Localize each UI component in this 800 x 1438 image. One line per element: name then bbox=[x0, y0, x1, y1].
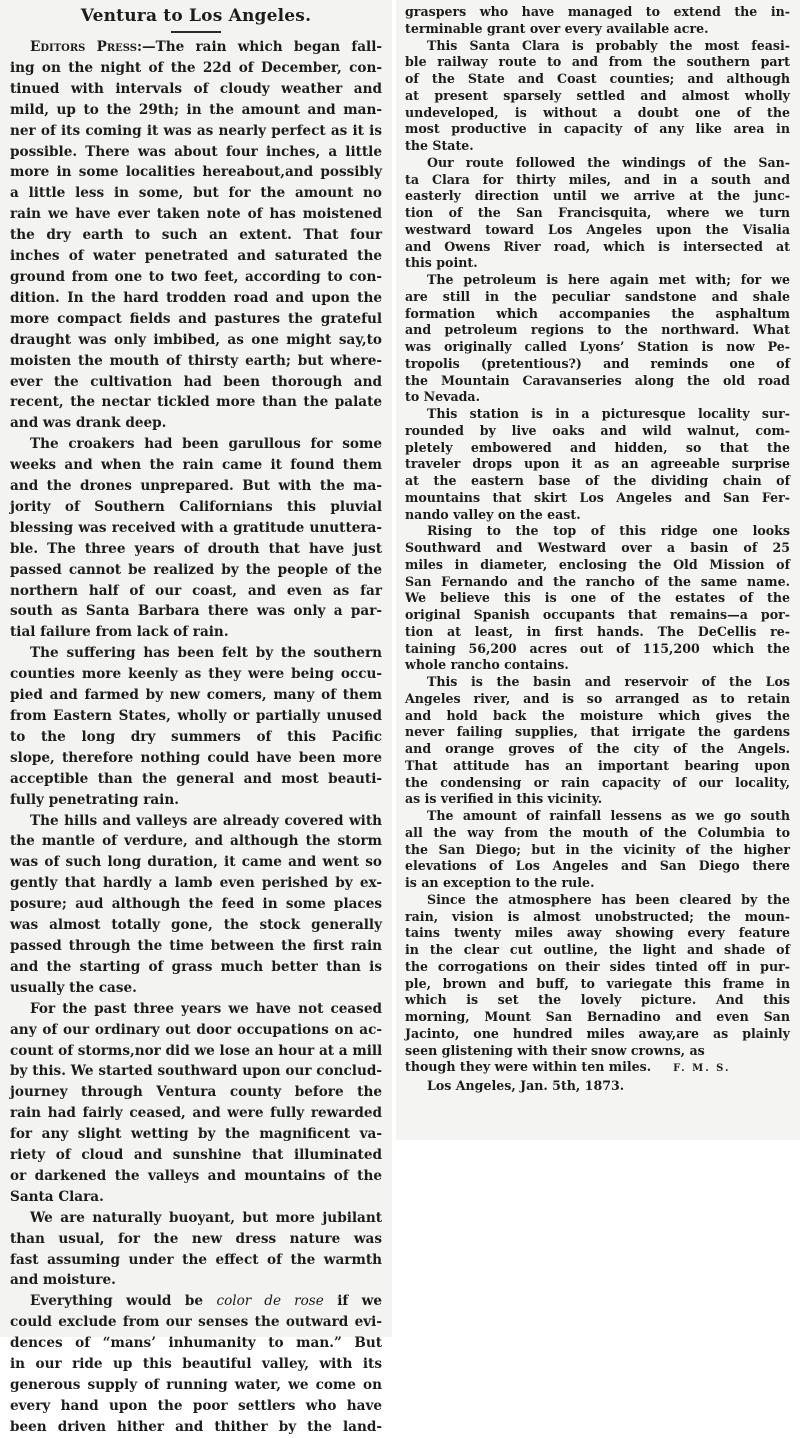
text-line: ground from one to two feet, according to con- bbox=[10, 268, 382, 285]
text-line: is an exception to the rule. bbox=[405, 875, 595, 890]
text-line: easterly direction until we arrive at the junc- bbox=[405, 188, 790, 204]
text-line: This Santa Clara is probably the most feasi- bbox=[427, 37, 790, 53]
dateline: Los Angeles, Jan. 5th, 1873. bbox=[427, 1078, 625, 1093]
text-line: pletely embowered and hidden, so that the bbox=[405, 439, 790, 455]
text-line: Jacinto, one hundred miles away,are as plainly bbox=[405, 1025, 790, 1041]
paragraph bbox=[405, 523, 790, 674]
text-line: in the clear cut outline, the light and shade of bbox=[405, 942, 790, 957]
text-line bbox=[10, 1291, 382, 1312]
text-line: We believe this is one of the estates of the bbox=[405, 590, 790, 606]
text-line: the Mountain Caravanseries along the old road bbox=[405, 372, 790, 388]
text-line: original Spanish occupants that remains—a por- bbox=[405, 607, 790, 622]
text-line: fast assuming under the effect of the warmth bbox=[10, 1251, 382, 1268]
text-segment: if we bbox=[323, 1293, 383, 1310]
paragraph bbox=[405, 38, 790, 155]
text-line: rain we have ever taken note of has moistened bbox=[10, 206, 382, 223]
right-column bbox=[396, 0, 800, 1140]
paragraph bbox=[10, 643, 382, 810]
text-line: For the past three years we have not ceased bbox=[30, 1000, 382, 1017]
text-line: passed cannot be realized by the people of the bbox=[10, 561, 382, 578]
text-line: tinued with intervals of cloudy weather and bbox=[10, 80, 382, 97]
text-line: gently that hardly a lamb even perished by ex- bbox=[10, 875, 382, 892]
text-line: The suffering has been felt by the southern bbox=[30, 645, 382, 662]
text-line: San Fernando and the rancho of the same name. bbox=[405, 573, 790, 589]
text-line bbox=[10, 37, 382, 58]
text-line: whole rancho contains. bbox=[405, 657, 569, 673]
text-line: That attitude has an important bearing upon bbox=[405, 757, 790, 773]
text-line: ner of its coming it was as nearly perfect as it is bbox=[10, 122, 382, 139]
text-line: tion of the San Francisquita, where we turn bbox=[405, 205, 790, 220]
text-line: as is verified in this vicinity. bbox=[405, 791, 603, 807]
text-line: Santa Clara. bbox=[10, 1188, 104, 1205]
text-line: was originally called Lyons’ Station is now Pe- bbox=[405, 339, 790, 354]
paragraph bbox=[405, 892, 790, 1060]
text-line: ing on the night of the 22d of December, con- bbox=[10, 59, 382, 76]
text-line: Rising to the top of this ridge one looks bbox=[427, 523, 790, 539]
text-line: Southward and Westward over a basin of 25 bbox=[405, 540, 790, 555]
text-line: taining 56,200 acres out of 115,200 which the bbox=[405, 640, 790, 656]
text-line: slope, therefore nothing could have been more bbox=[10, 749, 382, 766]
text-line: draught was only imbibed, as one might say,to bbox=[10, 331, 382, 348]
text-line: the dry earth to such an extent. That four bbox=[10, 227, 382, 244]
text-line: by this. We started southward upon our conclud- bbox=[10, 1063, 382, 1080]
text-line: generous supply of running water, we come on bbox=[10, 1377, 382, 1393]
text-line: any of our ordinary out door occupations on ac- bbox=[10, 1021, 382, 1038]
text-line: weeks and when the rain came it found them bbox=[10, 457, 382, 474]
paragraph bbox=[10, 999, 382, 1208]
text-line: inches of water penetrated and saturated the bbox=[10, 248, 382, 265]
text-line: south as Santa Barbara there was only a par- bbox=[10, 603, 382, 620]
paragraph bbox=[405, 674, 790, 808]
text-line: rain, vision is almost unobstructed; the moun- bbox=[405, 908, 790, 924]
text-line: the State. bbox=[405, 138, 474, 153]
paragraph bbox=[405, 272, 790, 406]
text-line: the corrogations on their sides tinted off in pur- bbox=[405, 958, 790, 974]
text-line: Since the atmosphere has been cleared by the bbox=[427, 891, 790, 907]
right-paragraphs bbox=[405, 4, 790, 1059]
text-line: blessing was received with a gratitude unuttera- bbox=[10, 519, 382, 536]
text-line: in our ride up this beautiful valley, with its bbox=[10, 1356, 382, 1373]
text-line: The hills and valleys are already covered with bbox=[30, 812, 382, 829]
text-line: and petroleum regions to the northward. What bbox=[405, 322, 790, 338]
text-line: seen glistening with their snow crowns, as bbox=[405, 1042, 705, 1058]
text-line: This is the basin and reservoir of the Los bbox=[427, 674, 790, 689]
text-line: for any slight wetting by the magnificent va- bbox=[10, 1126, 382, 1143]
text-line: possible. There was about four inches, a little bbox=[10, 143, 382, 160]
text-line: than usual, for the new dress nature was bbox=[10, 1230, 382, 1247]
text-line: and moisture. bbox=[10, 1272, 116, 1289]
left-paragraphs bbox=[10, 37, 382, 1291]
paragraph bbox=[10, 1208, 382, 1292]
text-line: posure; aud although the feed in some places bbox=[10, 896, 382, 913]
text-line: was almost totally gone, the stock generally bbox=[10, 917, 382, 934]
text-line: The croakers had been garullous for some bbox=[30, 436, 382, 453]
text-line: and the starting of grass much better than is bbox=[10, 958, 382, 975]
text-line: terminable grant over every available acre. bbox=[405, 20, 709, 36]
text-line: dences of “mans’ inhumanity to man.” But bbox=[10, 1335, 382, 1352]
text-line: miles in diameter, enclosing the Old Mission of bbox=[405, 556, 790, 572]
text-line: northern half of our coast, and even as far bbox=[10, 582, 382, 599]
text-line: mild, up to the 29th; in the amount and man- bbox=[10, 101, 382, 118]
text-line: elevations of Los Angeles and San Diego there bbox=[405, 858, 790, 874]
paragraph bbox=[405, 808, 790, 892]
paragraph bbox=[10, 811, 382, 999]
text-line: ta Clara for thirty miles, and in a south and bbox=[405, 171, 790, 187]
text-line: most productive in capacity of any like area in bbox=[405, 121, 790, 137]
text-line: traveler drops upon it as an agreeable surprise bbox=[405, 456, 790, 472]
text-line: pied and farmed by new comers, many of them bbox=[10, 687, 382, 704]
text-line: usually the case. bbox=[10, 979, 137, 996]
text-line: all the way from the mouth of the Columbia to bbox=[405, 824, 790, 840]
text-line: We are naturally buoyant, but more jubilant bbox=[30, 1209, 382, 1226]
text-line: a little less in some, but for the amount no bbox=[10, 185, 382, 202]
text-line: nando valley on the east. bbox=[405, 506, 581, 522]
text-line: passed through the time between the first rain bbox=[10, 937, 382, 954]
text-line: and Owens River road, which is intersected at bbox=[405, 238, 790, 254]
text-segment: Everything would be bbox=[30, 1293, 217, 1310]
text-line: could exclude from our senses the outward evi- bbox=[10, 1314, 382, 1331]
text-line: rain had fairly ceased, and were fully rewarded bbox=[10, 1105, 382, 1122]
rose-lines bbox=[10, 1312, 382, 1437]
text-line: ble. The three years of drouth that have just bbox=[10, 540, 382, 557]
text-line: the San Diego; but in the vicinity of the higher bbox=[405, 841, 790, 857]
text-line: undeveloped, is without a doubt one of the bbox=[405, 104, 790, 120]
text-line: the condensing or rain capacity of our locality, bbox=[405, 774, 790, 790]
closing-line bbox=[405, 1059, 790, 1078]
text-line: ever the cultivation had been thorough and bbox=[10, 373, 382, 390]
text-line: which is set the lovely picture. And this bbox=[405, 992, 790, 1008]
text-line: tial failure from lack of rain. bbox=[10, 624, 229, 641]
text-line: been driven hither and thither by the land- bbox=[10, 1418, 382, 1435]
text-line: at present sparsely settled and almost wholly bbox=[405, 87, 790, 103]
text-line: moisten the mouth of thirsty earth; but where- bbox=[10, 352, 382, 369]
text-line: this point. bbox=[405, 255, 478, 271]
text-line: never failing supplies, that irrigate the gardens bbox=[405, 724, 790, 740]
italic-phrase: color de rose bbox=[216, 1293, 324, 1310]
article-title: Ventura to Los Angeles. bbox=[80, 6, 312, 26]
text-line: at the eastern base of the dividing chain of bbox=[405, 473, 790, 488]
text-line: every hand upon the poor settlers who have bbox=[10, 1397, 382, 1414]
text-line: Angeles river, and is so arranged as to retain bbox=[405, 690, 790, 706]
text-line: are still in the peculiar sandstone and shale bbox=[405, 288, 790, 304]
text-line: tion at least, in first hands. The DeCellis re- bbox=[405, 623, 790, 639]
signature: F. M. S. bbox=[673, 1063, 731, 1075]
text-line: and the drones unprepared. But with the ma- bbox=[10, 478, 382, 495]
text-line: The amount of rainfall lessens as we go south bbox=[427, 808, 790, 823]
paragraph bbox=[405, 4, 790, 38]
text-line: The petroleum is here again met with; for we bbox=[427, 272, 790, 287]
paragraph bbox=[405, 155, 790, 272]
text-line: journey through Ventura county before the bbox=[10, 1084, 382, 1101]
text-line: ple, brown and buff, to variegate this frame in bbox=[405, 975, 790, 991]
text-line: westward toward Los Angeles upon the Visalia bbox=[405, 221, 790, 237]
text-line: rounded by live oaks and wild walnut, com- bbox=[405, 422, 790, 438]
text-line: dition. In the hard trodden road and upon the bbox=[10, 289, 382, 306]
text-line: to the long dry summers of this Pacific bbox=[10, 728, 382, 745]
paragraph-rose bbox=[10, 1291, 382, 1437]
text-line: fully penetrating rain. bbox=[10, 791, 179, 808]
text-line: and hold back the moisture which gives the bbox=[405, 707, 790, 723]
text-line: graspers who have managed to extend the in- bbox=[405, 4, 790, 19]
text-line: formation which accompanies the asphaltum bbox=[405, 305, 790, 321]
text-line: and was drank deep. bbox=[10, 415, 167, 432]
text-line: more compact fields and pastures the grateful bbox=[10, 310, 382, 327]
text-line: or darkened the valleys and mountains of the bbox=[10, 1167, 382, 1184]
text-line: tains twenty miles away showing every feature bbox=[405, 925, 790, 941]
text-line: from Eastern States, wholly or partially unused bbox=[10, 708, 382, 724]
left-column bbox=[0, 0, 392, 1435]
paragraph bbox=[10, 434, 382, 643]
title-rule bbox=[171, 31, 221, 33]
text-line: mountains that skirt Los Angeles and San Fer- bbox=[405, 489, 790, 505]
text-line: was of such long duration, it came and went so bbox=[10, 854, 382, 871]
text-line: to Nevada. bbox=[405, 389, 480, 405]
text-line: Our route followed the windings of the San- bbox=[427, 154, 790, 170]
text-line: recent, the nectar tickled more than the palate bbox=[10, 394, 382, 411]
text-line: This station is in a picturesque locality sur- bbox=[427, 406, 790, 421]
text-line: the mantle of verdure, and although the storm bbox=[10, 833, 382, 850]
text-line: morning, Mount San Bernadino and even San bbox=[405, 1009, 790, 1024]
text-line: ble railway route to and from the southern part bbox=[405, 54, 790, 70]
text-line: acceptible than the general and most beauti- bbox=[10, 770, 382, 787]
text-line: of the State and Coast counties; and although bbox=[405, 71, 790, 86]
text-line: counties more keenly as they were being occu- bbox=[10, 666, 382, 683]
paragraph bbox=[405, 406, 790, 523]
text-line: and orange groves of the city of the Angels. bbox=[405, 741, 790, 756]
text-line: jority of Southern Californians this pluvial bbox=[10, 498, 382, 515]
salutation: Editors Press: bbox=[30, 39, 143, 55]
text-line: tropolis (pretentious?) and reminds one of bbox=[405, 355, 790, 371]
text-line: riety of cloud and sunshine that illuminated bbox=[10, 1147, 382, 1164]
text-line: more in some localities hereabout,and possibly bbox=[10, 164, 382, 181]
paragraph bbox=[10, 37, 382, 434]
text-line: count of storms,nor did we lose an hour at a mill bbox=[10, 1042, 383, 1059]
closing-text: though they were within ten miles. bbox=[405, 1059, 652, 1075]
text-segment: —The rain which began fall- bbox=[142, 39, 383, 55]
